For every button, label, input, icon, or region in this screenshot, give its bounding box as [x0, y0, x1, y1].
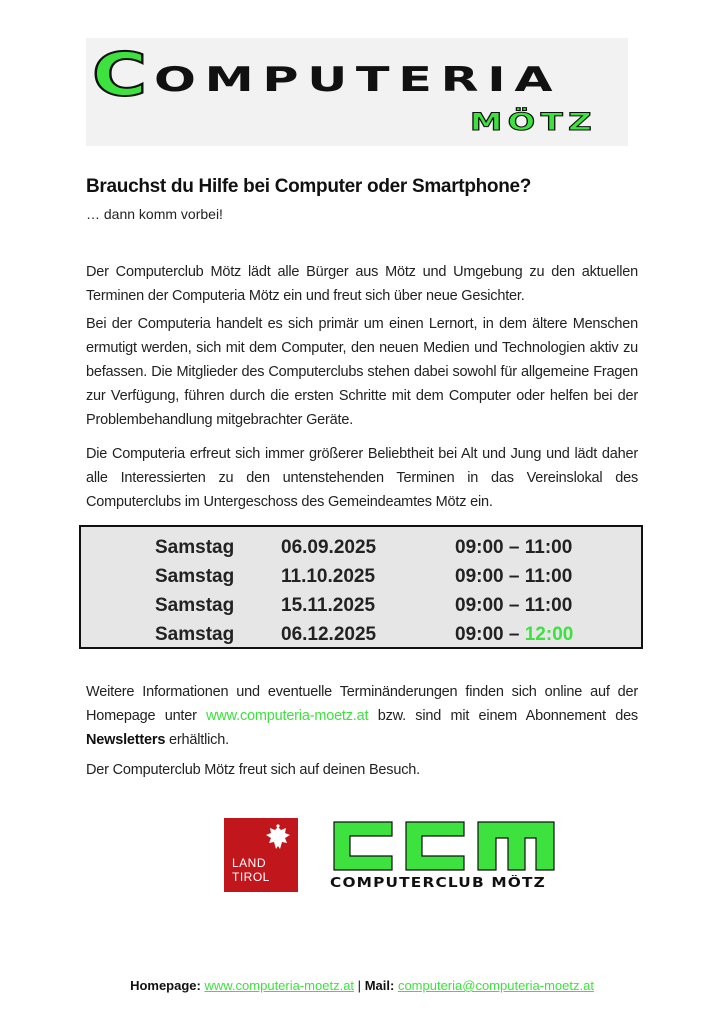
info-paragraph [86, 680, 638, 752]
schedule-row [81, 535, 641, 564]
eagle-icon [264, 824, 292, 854]
schedule-row [81, 622, 641, 651]
newsletters-label: Newsletters [86, 732, 166, 748]
footer-mail-label: Mail [364, 978, 390, 993]
paragraph-3: Die Computeria erfreut sich immer größerer Beliebtheit bei Alt und Jung und lädt daher alle Interessierten zu den untenstehenden Terminen in das Vereinslokal des Computerclubs im Untergeschoss des Gemeindeamtes Mötz ein. [86, 446, 638, 510]
ccm-subtitle: COMPUTERCLUB MÖTZ [330, 876, 546, 891]
schedule-date: 11.10.2025 [281, 566, 376, 587]
info-text-3: erhältlich. [169, 732, 229, 748]
logo-wordmark: OMPUTERIA [154, 60, 562, 100]
time-end: 11:00 [524, 595, 573, 616]
schedule-date: 06.12.2025 [281, 624, 377, 645]
schedule-day: Samstag [155, 624, 235, 645]
schedule-day: Samstag [155, 566, 235, 587]
closing-paragraph: Der Computerclub Mötz freut sich auf deinen Besuch. [86, 762, 420, 778]
schedule-day: Samstag [155, 537, 235, 558]
time-start: 09:00 – [455, 624, 520, 645]
schedule-row [81, 593, 641, 622]
tirol-line-2: TIROL [232, 870, 270, 884]
page-subline: … dann komm vorbei! [86, 206, 223, 222]
time-end: 11:00 [524, 566, 573, 587]
homepage-link[interactable]: www.computeria-moetz.at [206, 708, 369, 724]
logo-letter-c: C [92, 40, 148, 110]
schedule-time [455, 624, 573, 646]
tirol-line-1: LAND [232, 856, 267, 870]
land-tirol-logo [224, 818, 298, 892]
schedule-time [455, 595, 572, 617]
schedule-day: Samstag [155, 595, 235, 616]
footer-mail-link[interactable]: computeria@computeria-moetz.at [397, 978, 594, 993]
info-text-1: Weitere Informationen und eventuelle Terminänderungen finden sich online auf der Homepage unter [86, 684, 638, 724]
schedule-date: 06.09.2025 [281, 537, 377, 558]
ccm-logo [330, 818, 558, 874]
paragraph-1: Der Computerclub Mötz lädt alle Bürger aus Mötz und Umgebung zu den aktuellen Terminen der Computeria Mötz ein und freut sich über neue Gesichter. [86, 264, 638, 304]
footer-homepage-link[interactable]: www.computeria-moetz.at [204, 978, 355, 993]
logo-subtitle: MÖTZ [470, 108, 597, 136]
ccm-logo-text: CCM [330, 818, 333, 819]
time-start: 09:00 – [455, 595, 520, 616]
schedule-time [455, 537, 572, 559]
time-end: 11:00 [524, 537, 573, 558]
page-headline: Brauchst du Hilfe bei Computer oder Smartphone? [86, 176, 532, 197]
footer-homepage-label: Homepage [130, 978, 197, 993]
schedule-time [455, 566, 572, 588]
time-start: 09:00 – [455, 566, 520, 587]
time-end-highlight: 12:00 [524, 624, 574, 645]
info-text-2: bzw. sind mit einem Abonnement des [377, 708, 638, 724]
computeria-logo [92, 40, 626, 110]
schedule-row [81, 564, 641, 593]
paragraph-2: Bei der Computeria handelt es sich primär um einen Lernort, in dem ältere Menschen ermutigt werden, sich mit dem Computer, den neuen Medien und Technologien aktiv zu befassen. Die Mitglieder des Computerclubs stehen dabei sowohl für allgemeine Fragen zur Verfügung, führen durch die ersten Schritte mit dem Computer oder helfen bei der Problembehandlung mitgebrachter Geräte. [86, 316, 638, 428]
footer-separator: | [357, 978, 362, 993]
schedule-table [79, 525, 643, 649]
footer: Homepage: www.computeria-moetz.at | Mail: computeria@computeria-moetz.at [130, 978, 594, 993]
time-start: 09:00 – [455, 537, 520, 558]
schedule-date: 15.11.2025 [281, 595, 376, 616]
